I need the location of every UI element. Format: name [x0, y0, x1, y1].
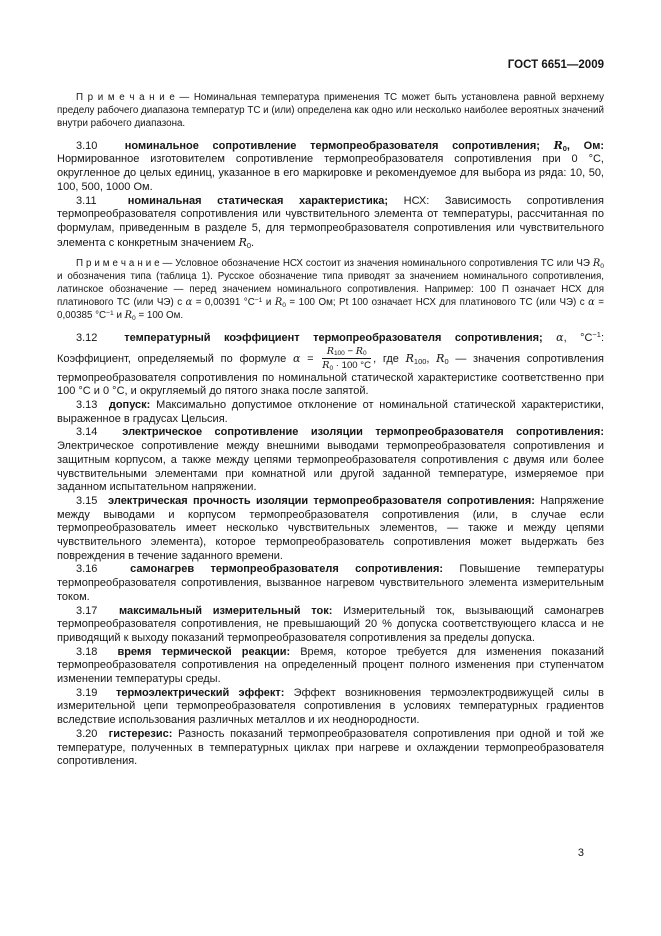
clause-3-20	[57, 728, 604, 769]
page-number: 3	[577, 847, 584, 859]
clause-3-15	[57, 495, 604, 564]
text-segment: Электрическое сопротивление между внешними выводами термопреобразователя сопротивления и защитным корпусом, а также между цепями термопреобразователя сопротивления с двумя или более чувствительными элементами при комнатной или другой заданной температуре, измеряемое при заданном испытательном напряжении.	[57, 440, 604, 494]
text-segment: допуск:	[108, 398, 151, 411]
text-segment: 3.14	[76, 426, 123, 439]
subscript: 0	[362, 350, 367, 358]
text-segment: = 100 Ом.	[135, 309, 184, 321]
clause-3-11	[57, 195, 604, 251]
text-segment: Время, которое требуется для изменения показаний термопреобразователя сопротивления на определенный процент полного изменения при ступенчатом изменении температуры среды.	[57, 645, 604, 686]
superscript: −1	[254, 296, 263, 304]
text-segment: .	[251, 236, 255, 249]
variable: R	[124, 309, 133, 321]
variable: R	[322, 360, 330, 372]
variable: R	[326, 345, 334, 357]
text-segment: 3.12	[76, 331, 125, 344]
text-segment: гистерезис:	[108, 727, 173, 740]
variable: R	[274, 297, 283, 309]
text-segment: Напряжение между выводами и корпусом термопреобразователя сопротивления (или, в случае если термопреобразователь имеет несколько чувствительных элементов, — также и между цепями чувствительного элемента), которое термопреобразователь сопротивления может выдержать без повреждения в течение заданного времени.	[57, 494, 605, 562]
subscript: 0	[562, 143, 567, 153]
document-body	[57, 84, 604, 769]
variable: α	[588, 297, 595, 309]
clause-3-14	[57, 426, 604, 495]
fraction-denominator	[322, 359, 371, 372]
superscript: −1	[106, 309, 114, 317]
clause-3-10	[57, 139, 604, 195]
text-segment: 3.18	[76, 645, 118, 658]
variable: α	[185, 297, 193, 309]
text-segment: · 100 °С	[333, 360, 372, 372]
subscript: 0	[132, 314, 136, 322]
page-header	[57, 59, 604, 72]
text-segment: П р и м е ч а н и е — Номинальная температура применения ТС может быть установлена равной верхнему пределу рабочего диапазона температур ТС и (или) определена как одно или несколько наиболее вероятных значений внутри рабочего диапазона.	[57, 92, 604, 129]
page-footer	[578, 847, 584, 859]
text-segment: температурный коэффициент термопреобразователя сопротивления;	[124, 331, 557, 344]
text-segment: время термической реакции:	[117, 645, 291, 658]
fraction-numerator	[322, 346, 371, 360]
text-segment: Измерительный ток, вызывающий самонагрев термопреобразователя сопротивления, не превышающий 20 % допуска соответствующего класса и не приводящий к выходу показаний термопреобразователя сопротивления за пределы допуска.	[57, 604, 605, 644]
text-segment: , где	[373, 352, 406, 365]
text-segment: и обозначения типа (таблица 1). Русское обозначение типа приводят за значением номинального сопротивления, латинское обозначение — перед значением номинального сопротивления. Например: 100 П означает НСХ для платинового ТС (или ЧЭ) с	[57, 271, 604, 309]
clause-3-13	[57, 399, 604, 426]
note-nsh-designation	[57, 258, 604, 323]
clause-3-17	[57, 605, 604, 646]
text-segment: электрическая прочность изоляции термопреобразователя сопротивления:	[108, 494, 535, 507]
text-segment: = 0,00385 °С	[57, 297, 604, 321]
subscript: 100	[413, 356, 427, 366]
text-segment: =	[300, 352, 321, 365]
text-segment: термоэлектрический эффект:	[115, 686, 285, 699]
variable: R	[405, 351, 414, 365]
subscript: 0	[329, 364, 334, 372]
variable: R	[592, 258, 601, 270]
text-segment: НСХ: Зависимость сопротивления термопреобразователя сопротивления или чувствительного элемента от температуры, рассчитанная по формулам, приведенным в разделе 5, для термопреобразователя сопротивления или чувствительного элемента с конкретным значением	[57, 194, 604, 249]
text-segment: 3.10	[76, 139, 125, 152]
subscript: 0	[246, 240, 252, 250]
text-segment: — значения сопротивления термопреобразователя сопротивления по номинальной статической характеристике соответственно при 100 °С и 0 °С, и округляемый до пятого знака после запятой.	[57, 352, 604, 398]
subscript: 100	[333, 350, 345, 358]
text-segment: самонагрев термопреобразователя сопротивления:	[130, 563, 444, 576]
text-segment: максимальный измерительный ток:	[118, 604, 333, 617]
clause-3-19	[57, 687, 604, 728]
clause-3-18	[57, 646, 604, 687]
variable: R	[355, 345, 363, 357]
text-segment: Эффект возникновения термоэлектродвижущей силы в измерительной цепи термопреобразователя сопротивления в условиях температурных градиентов вследствие использования различных металлов и их неоднородности.	[57, 686, 604, 727]
text-segment: 3.11	[76, 194, 128, 207]
variable: α	[292, 351, 301, 365]
text-segment: 3.19	[76, 686, 116, 699]
note-nominal-temperature	[57, 92, 604, 131]
variable: R	[238, 235, 247, 249]
text-segment: Повышение температуры термопреобразователя сопротивления, вызванное нагревом чувствительного элемента измерительным током.	[57, 563, 605, 603]
text-segment: и	[113, 309, 125, 321]
text-segment: электрическое сопротивление изоляции термопреобразователя сопротивления:	[122, 426, 604, 439]
fraction	[322, 346, 371, 372]
text-segment: ,	[426, 352, 437, 365]
variable: α	[556, 330, 564, 344]
text-segment: : Коэффициент, определяемый по формуле	[57, 331, 604, 365]
text-segment: 3.20	[76, 727, 109, 740]
subscript: 0	[444, 356, 449, 366]
text-segment: , °С	[563, 331, 593, 344]
text-segment: 3.16	[76, 563, 131, 576]
text-segment: П р и м е ч а н и е — Условное обозначение НСХ состоит из значения номинального сопротивления ТС или ЧЭ	[76, 258, 593, 270]
text-segment: номинальная статическая характеристика;	[127, 194, 389, 207]
text-segment: , Ом:	[566, 139, 604, 152]
subscript: 0	[282, 301, 286, 309]
superscript: −1	[592, 330, 601, 340]
text-segment: 3.15	[76, 494, 109, 507]
text-segment: = 0,00391 °С	[192, 297, 255, 309]
text-segment: Разность показаний термопреобразователя сопротивления при одной и той же температуре, полученных в температурных циклах при нагреве и охлаждении термопреобразователя сопротивления.	[57, 727, 604, 768]
clause-3-16	[57, 563, 604, 604]
text-segment: = 100 Ом; Pt 100 означает НСХ для платинового ТС (или ЧЭ) с	[285, 297, 589, 309]
text-segment: −	[344, 345, 356, 357]
variable: R	[553, 138, 563, 152]
text-segment: 3.17	[76, 604, 119, 617]
text-segment: Нормированное изготовителем сопротивление термопреобразователя сопротивления при 0 °С, округленное до целых единиц, указанное в его маркировке и рекомендуемое для выбора из ряда: 10, 50, 100, 500, 1000 Ом.	[57, 153, 604, 193]
clause-3-12	[57, 331, 604, 399]
text-segment: 3.13	[76, 398, 109, 411]
text-segment: номинальное сопротивление термопреобразователя сопротивления;	[124, 139, 554, 152]
text-segment: и	[262, 297, 275, 309]
subscript: 0	[600, 263, 604, 271]
text-segment: Максимально допустимое отклонение от номинальной статической характеристики, выраженное в градусах Цельсия.	[57, 398, 604, 425]
standard-number: ГОСТ 6651—2009	[507, 59, 604, 71]
variable: R	[436, 351, 445, 365]
